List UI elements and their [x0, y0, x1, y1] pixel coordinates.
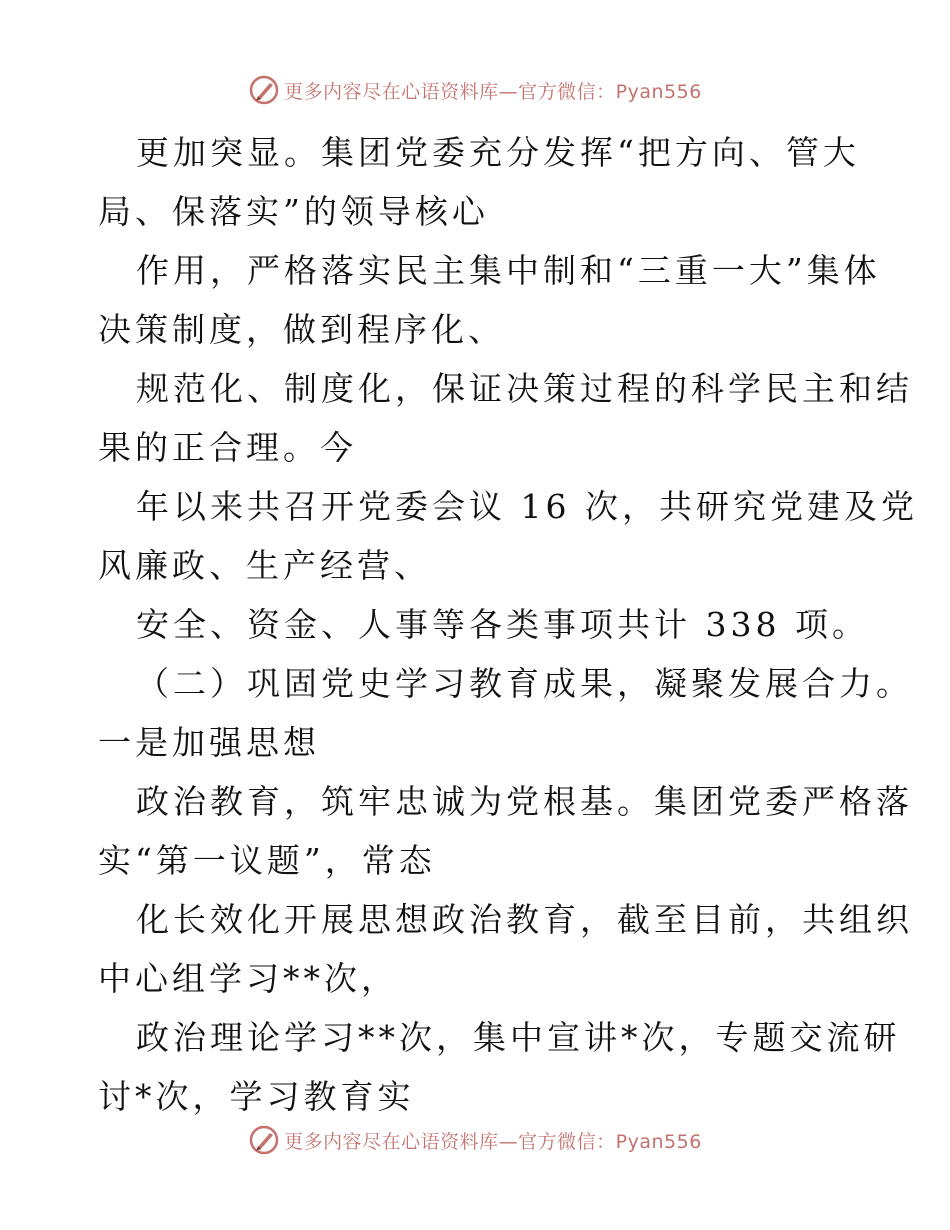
body-line: 作用，严格落实民主集中制和“三重一大”集体: [136, 251, 881, 290]
body-line: 中心组学习**次，: [98, 959, 398, 998]
document-body: [98, 123, 918, 1126]
body-line: 风廉政、生产经营、: [98, 546, 431, 585]
quill-logo-icon: [248, 1124, 280, 1156]
body-line: 化长效化开展思想政治教育，截至目前，共组织: [136, 900, 913, 939]
quill-logo-icon: [248, 74, 280, 106]
footer-watermark: [248, 1124, 702, 1156]
header-watermark-banner: [0, 70, 950, 110]
body-line: 政治教育，筑牢忠诚为党根基。集团党委严格落: [136, 782, 913, 821]
body-line: 一是加强思想: [98, 723, 320, 762]
body-line: 政治理论学习**次，集中宣讲*次，专题交流研: [136, 1018, 901, 1057]
section-heading-line: （二）巩固党史学习教育成果，凝聚发展合力。: [136, 664, 913, 703]
body-line: 果的正合理。今: [98, 428, 357, 467]
footer-watermark-text: 更多内容尽在心语资料库—官方微信：Pyan556: [284, 1130, 702, 1153]
body-line: 更加突显。集团党委充分发挥“把方向、管大: [136, 133, 860, 172]
header-watermark: [248, 74, 702, 106]
body-line: 讨*次，学习教育实: [98, 1077, 415, 1116]
header-watermark-text: 更多内容尽在心语资料库—官方微信：Pyan556: [284, 80, 702, 103]
body-line: 决策制度，做到程序化、: [98, 310, 505, 349]
body-line: 局、保落实”的领导核心: [98, 192, 489, 231]
body-line: 规范化、制度化，保证决策过程的科学民主和结: [136, 369, 913, 408]
body-line: 安全、资金、人事等各类事项共计 338 项。: [136, 605, 869, 644]
body-line: 实“第一议题”，常态: [98, 841, 436, 880]
footer-watermark-banner: [0, 1120, 950, 1160]
body-line: 年以来共召开党委会议 16 次，共研究党建及党: [136, 487, 918, 526]
